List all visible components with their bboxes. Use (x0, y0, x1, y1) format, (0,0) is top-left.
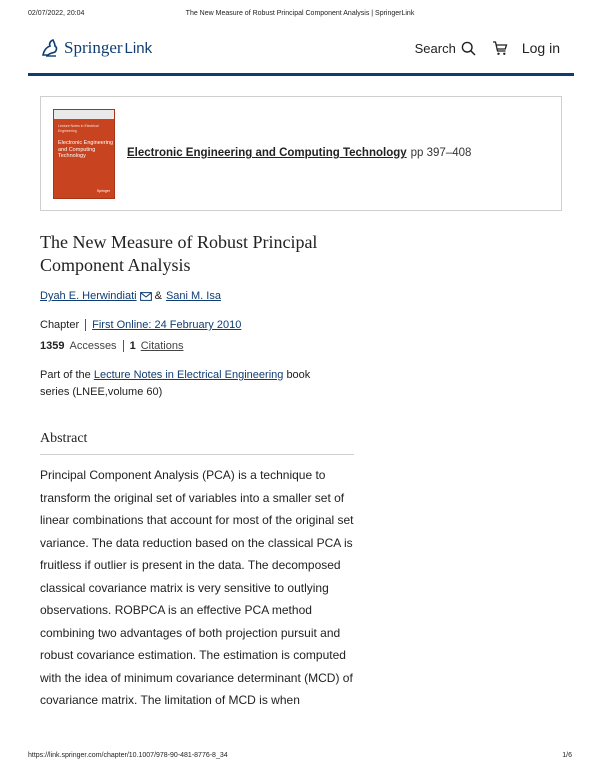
abstract-heading: Abstract (40, 431, 88, 446)
author-list (40, 290, 221, 302)
abstract-text: Principal Component Analysis (PCA) is a technique to transform the original set of variables into a smaller set of linear combinations that account for most of the original set variance. The data reduction based on the classical PCA is fruitless if outlier is present in the data. The decomposed classical covariance matrix is very sensitive to outlying observations. ROBPCA is an effective PCA method combining two advantages of both projection pursuit and robust covariance estimation. The estimation is computed with the idea of minimum covariance determinant (MCD) of covariance matrix. The limitation of MCD is when (40, 468, 354, 707)
book-series-info (40, 367, 340, 401)
series-link[interactable]: Lecture Notes in Electrical Engineering (93, 369, 284, 381)
email-icon[interactable] (140, 292, 152, 301)
header-nav (415, 40, 560, 56)
first-online-link[interactable]: First Online: 24 February 2010 (92, 319, 242, 331)
series-prefix: Part of the (40, 369, 91, 381)
cover-publisher: Springer (96, 189, 110, 193)
header-divider (28, 73, 574, 76)
author-link[interactable]: Sani M. Isa (165, 290, 221, 302)
cover-title: Electronic Engineering and Computing Technology (58, 140, 114, 159)
abstract-divider (40, 454, 354, 455)
print-url: https://link.springer.com/chapter/10.1007/978-90-481-8776-8_34 (28, 752, 228, 759)
search-icon (461, 41, 476, 56)
book-cover[interactable] (53, 109, 115, 199)
citations-link[interactable]: Citations (140, 340, 184, 352)
chapter-meta (40, 319, 241, 331)
accesses-count: 1359 (40, 340, 65, 352)
book-pages: pp 397–408 (410, 147, 472, 159)
print-page-number: 1/6 (562, 752, 572, 759)
series-suffix: book series (LNEE,volume 60) (40, 369, 311, 398)
print-footer (28, 752, 572, 764)
cover-band (54, 110, 114, 119)
brand-suffix: Link (124, 40, 153, 57)
print-page-title: The New Measure of Robust Principal Component Analysis | SpringerLink (185, 10, 415, 17)
metrics-divider (123, 340, 124, 352)
print-timestamp: 02/07/2022, 20:04 (28, 10, 85, 17)
search-button[interactable] (415, 41, 476, 56)
citations-count: 1 (129, 340, 136, 352)
cover-series: Lecture Notes in Electrical Engineering (58, 124, 99, 133)
cart-button[interactable] (492, 40, 508, 56)
book-title-link[interactable]: Electronic Engineering and Computing Technology (127, 147, 407, 159)
chapter-type: Chapter (40, 319, 80, 331)
brand-name: Springer Link (64, 38, 153, 57)
site-header (40, 36, 560, 70)
springer-horse-icon (40, 38, 60, 58)
chapter-title: The New Measure of Robust Principal Component Analysis (40, 232, 318, 275)
cart-icon (492, 40, 508, 56)
accesses-label: Accesses (69, 340, 117, 352)
login-link[interactable]: Log in (521, 40, 560, 56)
author-link[interactable]: Dyah E. Herwindiati (40, 290, 137, 302)
search-label: Search (414, 40, 456, 56)
meta-divider (85, 319, 86, 331)
author-separator: & (154, 290, 162, 302)
book-info (127, 147, 471, 159)
springer-link-logo[interactable] (40, 38, 152, 58)
book-info-box (40, 96, 562, 211)
chapter-metrics (40, 340, 183, 352)
print-header (28, 10, 572, 22)
